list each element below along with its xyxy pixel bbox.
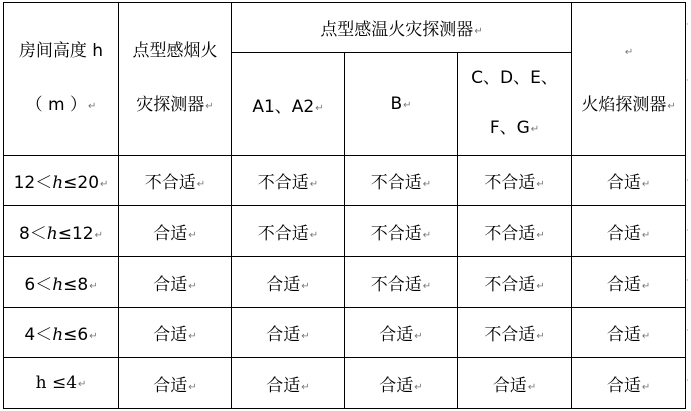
cell-text: 不合适: [484, 325, 536, 345]
paragraph-mark-icon: ↵: [301, 381, 310, 393]
table-row: [4, 358, 686, 409]
table-row: [4, 257, 686, 308]
range-var: h: [52, 325, 64, 345]
table-end-marks: [686, 0, 691, 411]
range-cell: [4, 156, 119, 206]
paragraph-mark-icon: ↵: [87, 101, 97, 112]
table-cell: [232, 156, 345, 206]
cell-text: 合适: [153, 274, 188, 295]
cell-text: 不合适: [484, 274, 536, 295]
row-end-mark-icon: ·: [686, 376, 689, 386]
cell-text: 合适: [266, 274, 301, 295]
paragraph-mark-icon: ↵: [301, 331, 310, 342]
cell-text: 合适: [606, 375, 641, 396]
cell-text: 合适: [379, 375, 414, 396]
header-smoke-detector: [119, 3, 232, 156]
table-cell: [119, 206, 232, 257]
cell-text: 合适: [492, 375, 527, 396]
range-upper: ≤6: [63, 325, 89, 345]
paragraph-mark-icon: ↵: [94, 229, 104, 241]
cell-text: 不合适: [370, 173, 422, 193]
header-room-height: [4, 3, 119, 156]
paragraph-mark-icon: ↵: [536, 280, 545, 292]
header-heat-group-label: 点型感温火灾探测器: [320, 20, 474, 40]
paragraph-mark-icon: ↵: [188, 381, 197, 393]
table-cell: [572, 257, 686, 308]
paragraph-mark-icon: ↵: [641, 229, 651, 241]
range-upper: ≤8: [63, 274, 89, 295]
header-heat-b: [345, 53, 458, 156]
cell-text: 合适: [266, 325, 301, 345]
paragraph-mark-icon: ↵: [188, 280, 197, 292]
table-row: [4, 308, 686, 358]
paragraph-mark-icon: ↵: [536, 229, 545, 241]
range-var: h: [52, 173, 64, 193]
range-lower: 6＜: [24, 274, 53, 295]
cell-text: 不合适: [257, 223, 309, 244]
cell-text: 合适: [606, 274, 641, 295]
cell-text: 不合适: [370, 274, 422, 295]
detector-suitability-table: [3, 2, 686, 409]
range-lower: 12＜: [13, 173, 53, 193]
table-cell: [119, 156, 232, 206]
cell-text: 合适: [379, 325, 414, 345]
range-upper: ≤12: [57, 223, 94, 244]
cell-text: 不合适: [257, 173, 309, 193]
table-cell: [119, 257, 232, 308]
table-cell: [119, 308, 232, 358]
cell-text: 合适: [266, 375, 301, 396]
paragraph-mark-icon: ↵: [89, 280, 98, 292]
table-cell: [458, 156, 572, 206]
range-cell: [4, 257, 119, 308]
paragraph-mark-icon: ↵: [89, 331, 98, 342]
paragraph-mark-icon: ↵: [196, 179, 206, 190]
header-heat-a1-a2-label: A1、A2: [252, 96, 315, 117]
paragraph-mark-icon: ↵: [527, 381, 537, 393]
cell-text: 不合适: [144, 173, 196, 193]
cell-text: 不合适: [484, 173, 536, 193]
table-cell: [232, 308, 345, 358]
table-cell: [458, 308, 572, 358]
table-cell: [232, 358, 345, 409]
row-end-mark-icon: ·: [686, 176, 689, 186]
header-smoke-line2: 灾探测器: [136, 95, 205, 115]
paragraph-mark-icon: ↵: [315, 102, 324, 114]
paragraph-mark-icon: ↵: [188, 229, 197, 241]
row-end-mark-icon: ·: [686, 226, 689, 236]
table-cell: [119, 358, 232, 409]
paragraph-mark-icon: ↵: [641, 280, 651, 292]
table-row: [4, 156, 686, 206]
cell-text: 合适: [606, 325, 641, 345]
header-room-height-line2: （ m ）: [25, 95, 87, 115]
cell-text: 不合适: [370, 223, 422, 244]
header-room-height-line1: 房间高度 h: [18, 41, 104, 61]
paragraph-mark-icon: ↵: [422, 179, 432, 190]
table-cell: [345, 156, 458, 206]
paragraph-mark-icon: ↵: [641, 331, 651, 342]
range-cell: [4, 358, 119, 409]
table-row: [4, 206, 686, 257]
paragraph-mark-icon: ↵: [309, 179, 319, 190]
row-end-mark-icon: ·: [686, 76, 689, 86]
table-cell: [458, 206, 572, 257]
table-cell: [572, 308, 686, 358]
range-cell: [4, 308, 119, 358]
header-heat-c-g-line1: C、D、E、: [471, 68, 558, 88]
range-upper: ≤20: [63, 173, 100, 193]
table-cell: [572, 206, 686, 257]
header-heat-detector-group: [232, 3, 572, 53]
table-cell: [458, 358, 572, 409]
header-heat-a1-a2: [232, 53, 345, 156]
paragraph-mark-icon: ↵: [188, 331, 197, 342]
range-cell: [4, 206, 119, 257]
range-text: h ≤4: [35, 373, 78, 393]
header-smoke-line1: 点型感烟火: [132, 41, 218, 61]
paragraph-mark-icon: ↵: [414, 331, 423, 342]
table-cell: [345, 257, 458, 308]
header-flame-detector: [572, 3, 686, 156]
paragraph-mark-icon: ↵: [536, 179, 545, 190]
paragraph-mark-icon: ↵: [624, 47, 634, 58]
header-heat-b-label: B: [390, 94, 403, 114]
paragraph-mark-icon: ↵: [301, 280, 310, 292]
table-cell: [572, 156, 686, 206]
paragraph-mark-icon: ↵: [205, 101, 214, 112]
range-var: h: [52, 274, 64, 295]
paragraph-mark-icon: ↵: [78, 379, 87, 390]
header-heat-c-g-line2: F、G: [489, 118, 530, 138]
paragraph-mark-icon: ↵: [474, 26, 483, 37]
table-cell: [232, 206, 345, 257]
cell-text: 不合适: [484, 223, 536, 244]
row-end-mark-icon: ·: [686, 276, 689, 286]
cell-text: 合适: [153, 375, 188, 396]
paragraph-mark-icon: ↵: [536, 331, 545, 342]
cell-text: 合适: [606, 223, 641, 244]
paragraph-mark-icon: ↵: [667, 101, 676, 112]
paragraph-mark-icon: ↵: [403, 100, 412, 111]
paragraph-mark-icon: ↵: [414, 381, 423, 393]
cell-text: 合适: [606, 173, 641, 193]
paragraph-mark-icon: ↵: [641, 179, 651, 190]
range-var: h: [46, 223, 58, 244]
table-cell: [232, 257, 345, 308]
header-heat-c-g: [458, 53, 572, 156]
paragraph-mark-icon: ↵: [422, 229, 432, 241]
cell-text: 合适: [153, 325, 188, 345]
range-lower: 8＜: [18, 223, 47, 244]
table-cell: [572, 358, 686, 409]
paragraph-mark-icon: ↵: [641, 381, 651, 393]
table-cell: [345, 308, 458, 358]
table-cell: [345, 206, 458, 257]
cell-text: 合适: [153, 223, 188, 244]
range-lower: 4＜: [24, 325, 53, 345]
paragraph-mark-icon: ↵: [422, 280, 432, 292]
row-end-mark-icon: ·: [686, 20, 689, 30]
table-cell: [458, 257, 572, 308]
header-flame-label: 火焰探测器: [581, 95, 667, 115]
paragraph-mark-icon: ↵: [309, 229, 319, 241]
table-cell: [345, 358, 458, 409]
row-end-mark-icon: ·: [686, 326, 689, 336]
paragraph-mark-icon: ↵: [530, 124, 540, 135]
paragraph-mark-icon: ↵: [100, 179, 109, 190]
